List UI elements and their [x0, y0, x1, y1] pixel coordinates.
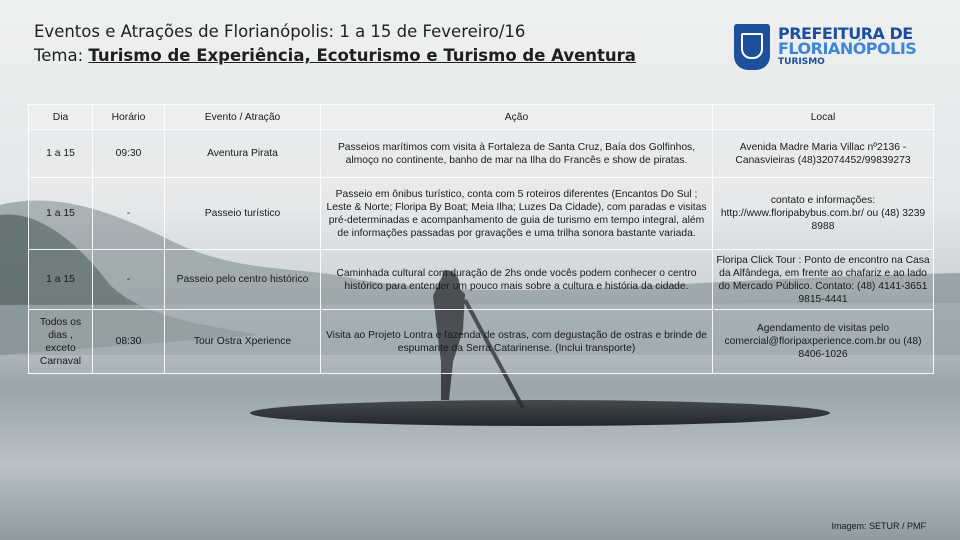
logo-line-3: TURISMO — [778, 57, 825, 67]
image-credit: Imagem: SETUR / PMF — [831, 521, 926, 531]
prefeitura-logo — [734, 24, 934, 72]
table-row — [29, 310, 934, 374]
city-coat-of-arms-icon — [734, 24, 770, 70]
title-prefix: Tema: — [34, 46, 89, 65]
paddleboard — [250, 400, 830, 426]
cell-dia: 1 a 15 — [29, 178, 93, 250]
cell-local: Avenida Madre Maria Villac nº2136 - Canasvieiras (48)32074452/99839273 — [713, 130, 934, 178]
title-line-2 — [34, 44, 674, 68]
logo-line-2: FLORIANÓPOLIS — [778, 39, 917, 58]
cell-acao: Visita ao Projeto Lontra e fazenda de ostras, com degustação de ostras e brinde de espumante da Serra Catarinense. (Inclui transporte) — [321, 310, 713, 374]
cell-evento: Aventura Pirata — [165, 130, 321, 178]
title-theme: Turismo de Experiência, Ecoturismo e Turismo de Aventura — [88, 46, 636, 65]
cell-acao: Passeios marítimos com visita à Fortaleza de Santa Cruz, Baía dos Golfinhos, almoço no continente, banho de mar na Ilha do Francês e show de piratas. — [321, 130, 713, 178]
table-row — [29, 130, 934, 178]
header-local: Local — [713, 105, 934, 130]
table-header-row — [29, 105, 934, 130]
events-table — [28, 104, 934, 374]
header-dia: Dia — [29, 105, 93, 130]
cell-dia: 1 a 15 — [29, 250, 93, 310]
table-row — [29, 250, 934, 310]
cell-local: Floripa Click Tour : Ponto de encontro na Casa da Alfândega, em frente ao chafariz e ao lado do Mercado Público. Contato: (48) 4141-3651 9815-4441 — [713, 250, 934, 310]
cell-dia: Todos os dias , exceto Carnaval — [29, 310, 93, 374]
cell-horario: - — [93, 250, 165, 310]
cell-evento: Tour Ostra Xperience — [165, 310, 321, 374]
header-horario: Horário — [93, 105, 165, 130]
logo-line-1: PREFEITURA DE — [778, 24, 913, 43]
cell-horario: 09:30 — [93, 130, 165, 178]
cell-local: contato e informações: http://www.floripabybus.com.br/ ou (48) 3239 8988 — [713, 178, 934, 250]
cell-acao: Caminhada cultural com duração de 2hs onde vocês podem conhecer o centro histórico para entender um pouco mais sobre a cultura e história da cidade. — [321, 250, 713, 310]
cell-evento: Passeio turístico — [165, 178, 321, 250]
cell-dia: 1 a 15 — [29, 130, 93, 178]
cell-local: Agendamento de visitas pelo comercial@floripaxperience.com.br ou (48) 8406-1026 — [713, 310, 934, 374]
header-acao: Ação — [321, 105, 713, 130]
cell-acao: Passeio em ônibus turístico, conta com 5 roteiros diferentes (Encantos Do Sul ; Leste & Norte; Floripa By Boat; Meia Ilha; Luzes Da Cidade), com paradas e visitas pré-determinadas e acompanhamento de guia de turismo em tempo integral, além de informações passadas por gravações e uma trilha sonora bastante variada. — [321, 178, 713, 250]
table-row — [29, 178, 934, 250]
cell-horario: - — [93, 178, 165, 250]
header-evento: Evento / Atração — [165, 105, 321, 130]
title-line-1: Eventos e Atrações de Florianópolis: 1 a 15 de Fevereiro/16 — [34, 22, 526, 41]
page-title — [34, 20, 674, 68]
cell-evento: Passeio pelo centro histórico — [165, 250, 321, 310]
cell-horario: 08:30 — [93, 310, 165, 374]
